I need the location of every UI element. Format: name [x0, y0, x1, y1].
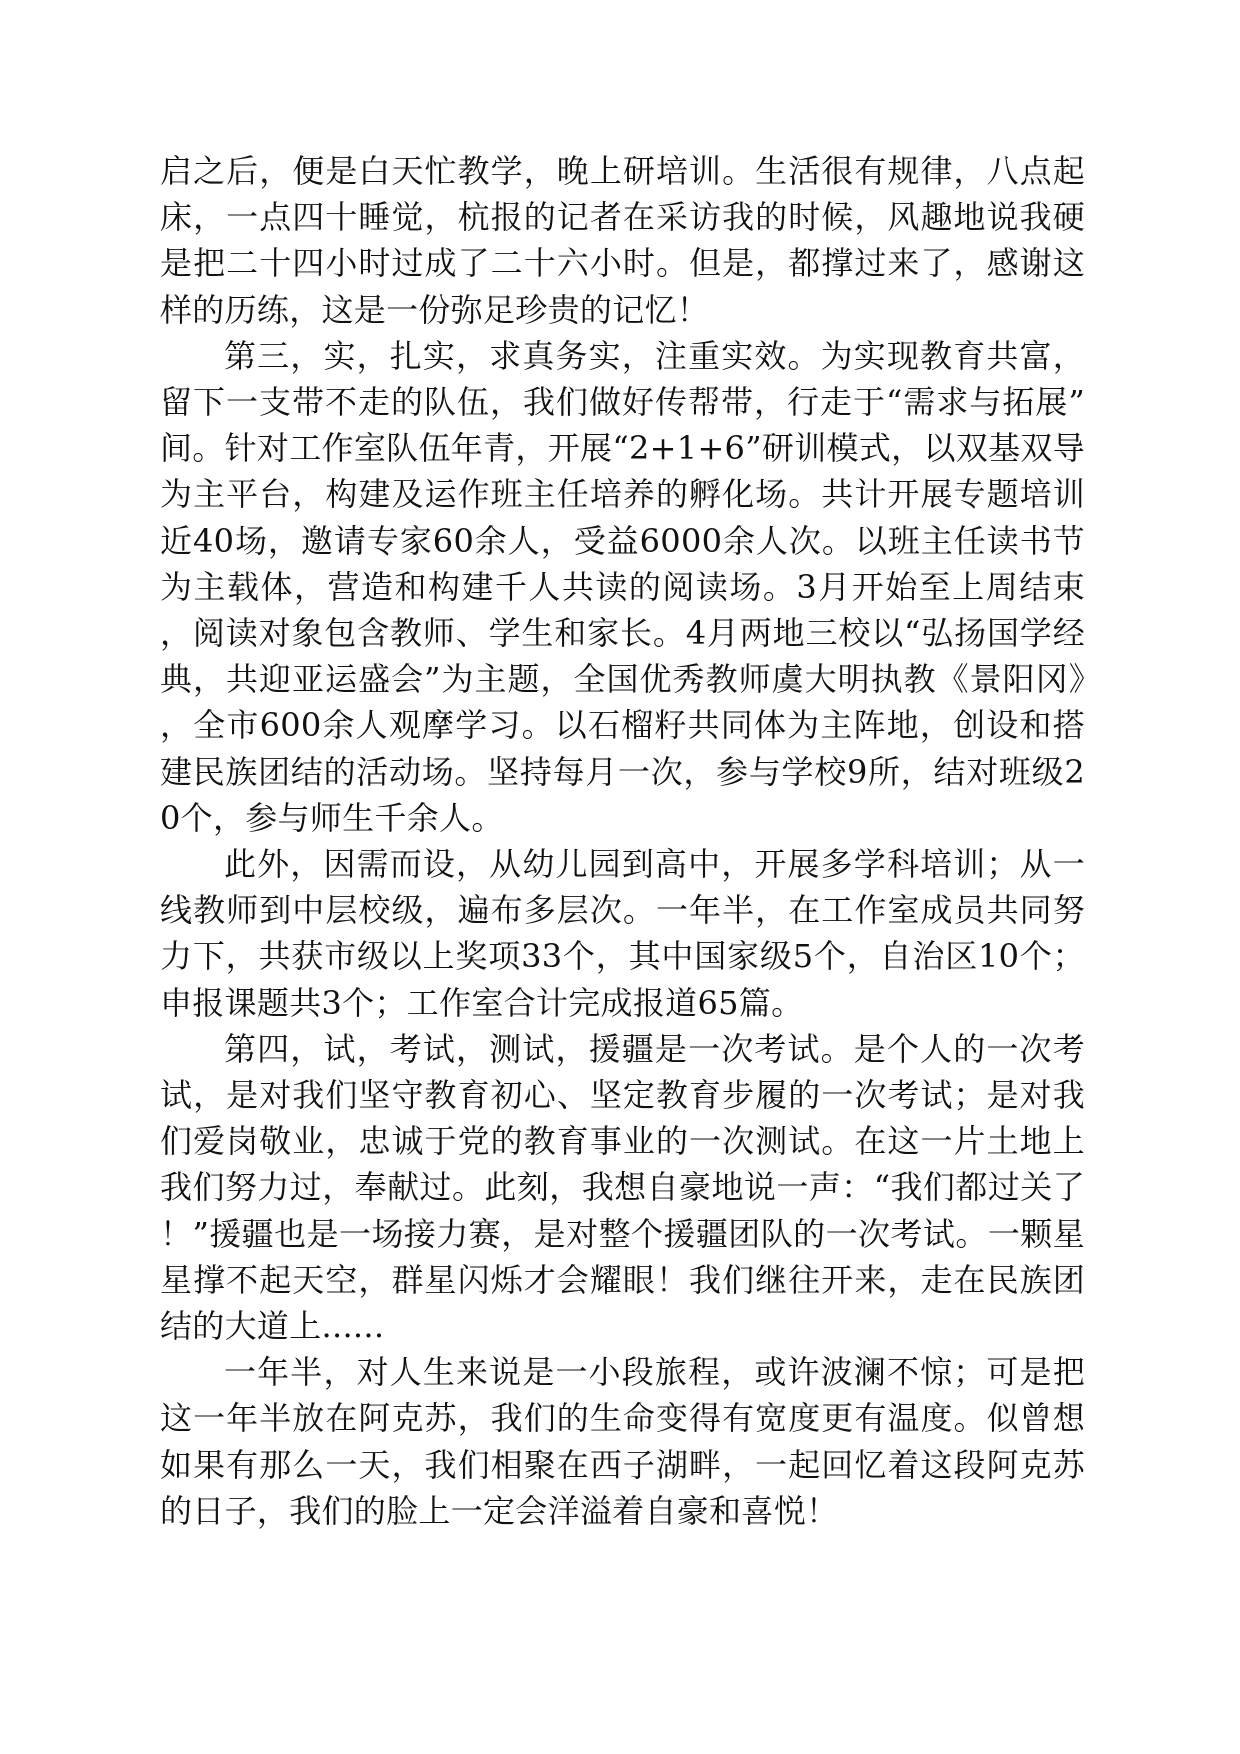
paragraph-training-results: 此外，因需而设，从幼儿园到高中，开展多学科培训；从一线教师到中层校级，遍布多层次。一年半，在工作室成员共同努力下，共获市级以上奖项33个，其中国家级5个，自治区10个；申报课题共3个；工作室合计完成报道65篇。	[160, 845, 1085, 1022]
paragraph-continuation: 启之后，便是白天忙教学，晚上研培训。生活很有规律，八点起床，一点四十睡觉，杭报的记者在采访我的时候，风趣地说我硬是把二十四小时过成了二十六小时。但是，都撑过来了，感谢这样的历练，这是一份弥足珍贵的记忆！	[160, 152, 1085, 329]
paragraph-fourth-point: 第四，试，考试，测试，援疆是一次考试。是个人的一次考试，是对我们坚守教育初心、坚定教育步履的一次考试；是对我们爱岗敬业，忠诚于党的教育事业的一次测试。在这一片土地上我们努力过，奉献过。此刻，我想自豪地说一声：“我们都过关了！”援疆也是一场接力赛，是对整个援疆团队的一次考试。一颗星星撑不起天空，群星闪烁才会耀眼！我们继往开来，走在民族团结的大道上......	[160, 1029, 1085, 1346]
paragraph-conclusion: 一年半，对人生来说是一小段旅程，或许波澜不惊；可是把这一年半放在阿克苏，我们的生命变得有宽度更有温度。似曾想如果有那么一天，我们相聚在西子湖畔，一起回忆着这段阿克苏的日子，我们的脸上一定会洋溢着自豪和喜悦！	[160, 1353, 1085, 1530]
paragraph-third-point: 第三，实，扎实，求真务实，注重实效。为实现教育共富，留下一支带不走的队伍，我们做好传帮带，行走于“需求与拓展”间。针对工作室队伍年青，开展“2+1+6”研训模式，以双基双导为主平台，构建及运作班主任培养的孵化场。共计开展专题培训近40场，邀请专家60余人，受益6000余人次。以班主任读书节为主载体，营造和构建千人共读的阅读场。3月开始至上周结束，阅读对象包含教师、学生和家长。4月两地三校以“弘扬国学经典，共迎亚运盛会”为主题，全国优秀教师虞大明执教《景阳冈》，全市600余人观摩学习。以石榴籽共同体为主阵地，创设和搭建民族团结的活动场。坚持每月一次，参与学校9所，结对班级20个，参与师生千余人。	[160, 336, 1085, 837]
document-page	[160, 148, 1085, 1534]
